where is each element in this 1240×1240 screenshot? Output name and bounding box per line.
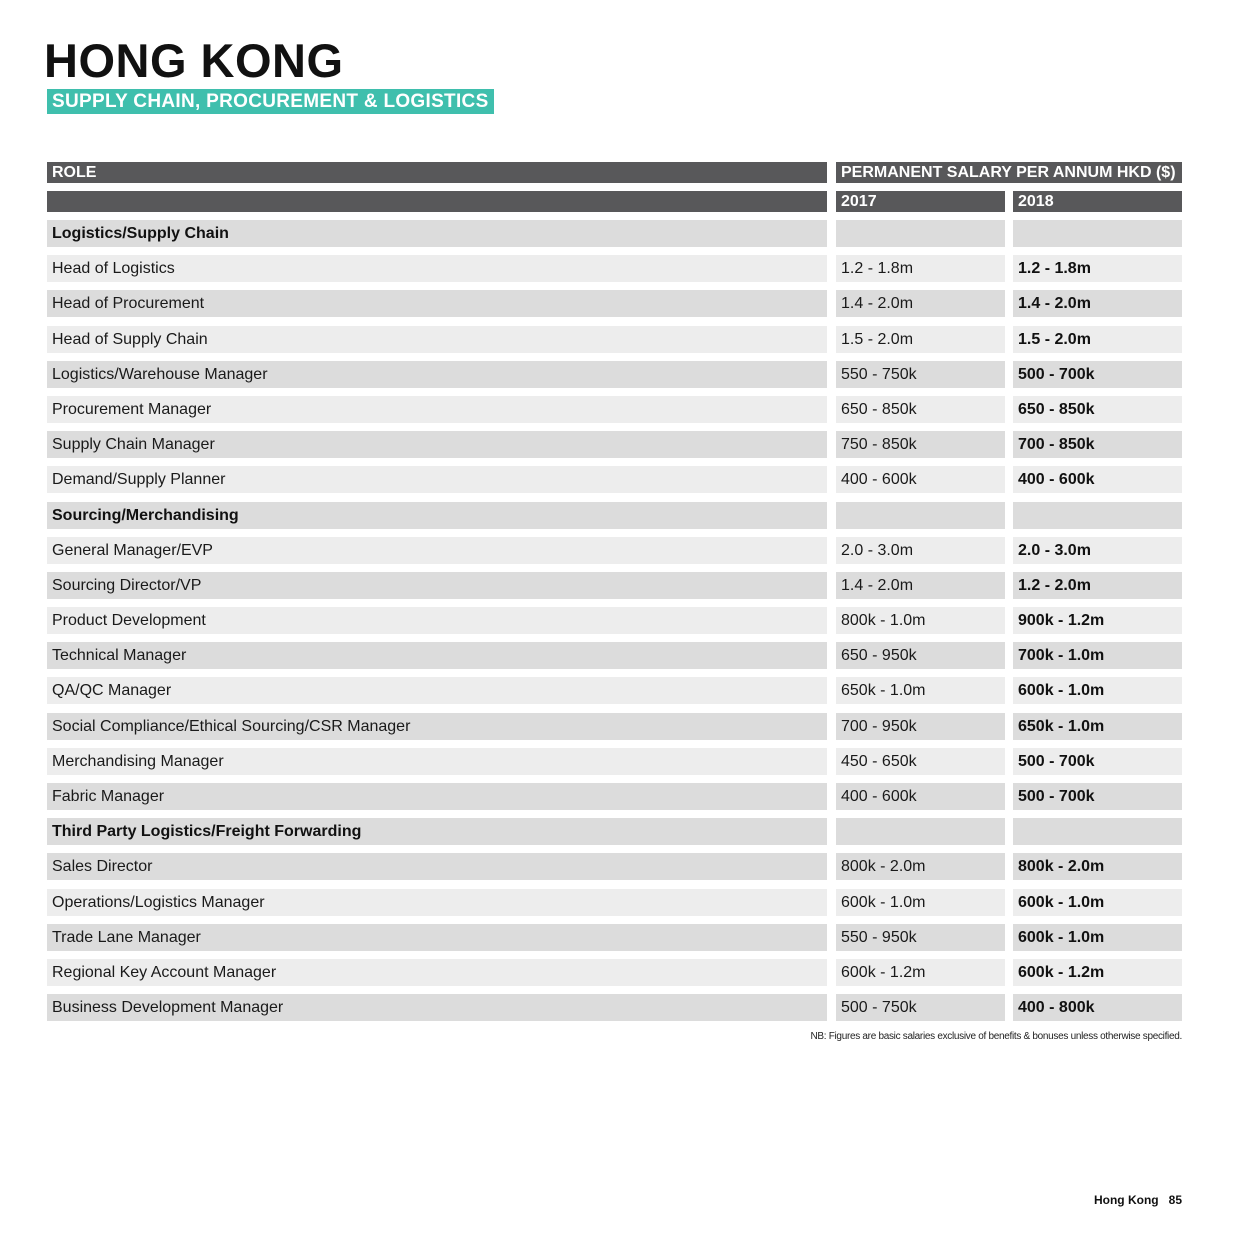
role-cell: Head of Logistics: [47, 255, 827, 282]
salary-2017-cell: 650 - 950k: [836, 642, 1005, 669]
role-cell: Sourcing Director/VP: [47, 572, 827, 599]
role-cell: Demand/Supply Planner: [47, 466, 827, 493]
salary-2018-cell: 1.2 - 2.0m: [1013, 572, 1182, 599]
salary-2018-cell: 600k - 1.2m: [1013, 959, 1182, 986]
table-row: [0, 783, 1240, 818]
table-row: [0, 924, 1240, 959]
salary-2017-cell: 800k - 1.0m: [836, 607, 1005, 634]
salary-2018-cell: 600k - 1.0m: [1013, 889, 1182, 916]
role-cell: QA/QC Manager: [47, 677, 827, 704]
table-section-row: [0, 818, 1240, 853]
table-row: [0, 959, 1240, 994]
salary-2017-cell: 1.4 - 2.0m: [836, 290, 1005, 317]
table-row: [0, 431, 1240, 466]
salary-2017-cell: 600k - 1.2m: [836, 959, 1005, 986]
salary-2018-cell: 500 - 700k: [1013, 748, 1182, 775]
salary-2017-cell: 450 - 650k: [836, 748, 1005, 775]
table-row: [0, 466, 1240, 501]
footnote: NB: Figures are basic salaries exclusive of benefits & bonuses unless otherwise specified.: [810, 1031, 1182, 1042]
salary-2017-cell: [836, 818, 1005, 845]
salary-2018-cell: [1013, 502, 1182, 529]
salary-2017-cell: 2.0 - 3.0m: [836, 537, 1005, 564]
salary-2017-cell: 500 - 750k: [836, 994, 1005, 1021]
role-cell: General Manager/EVP: [47, 537, 827, 564]
table-row: [0, 396, 1240, 431]
footer-section-label: Hong Kong: [1093, 1193, 1159, 1207]
role-cell: Logistics/Supply Chain: [47, 220, 827, 247]
salary-2018-cell: 600k - 1.0m: [1013, 924, 1182, 951]
table-row: [0, 607, 1240, 642]
salary-2018-cell: 700 - 850k: [1013, 431, 1182, 458]
salary-2018-cell: 800k - 2.0m: [1013, 853, 1182, 880]
table-row: [0, 255, 1240, 290]
table-section-row: [0, 220, 1240, 255]
table-row: [0, 889, 1240, 924]
role-cell: Sourcing/Merchandising: [47, 502, 827, 529]
table-row: [0, 748, 1240, 783]
role-cell: Fabric Manager: [47, 783, 827, 810]
role-subheader-blank: [47, 191, 827, 212]
table-row: [0, 361, 1240, 396]
salary-2018-cell: 1.2 - 1.8m: [1013, 255, 1182, 282]
page-number: 85: [1168, 1193, 1182, 1207]
table-row: [0, 994, 1240, 1029]
salary-2018-cell: 1.4 - 2.0m: [1013, 290, 1182, 317]
role-cell: Trade Lane Manager: [47, 924, 827, 951]
salary-2018-cell: 650k - 1.0m: [1013, 713, 1182, 740]
table-row: [0, 713, 1240, 748]
salary-2018-cell: 650 - 850k: [1013, 396, 1182, 423]
salary-2017-cell: 1.2 - 1.8m: [836, 255, 1005, 282]
role-cell: Regional Key Account Manager: [47, 959, 827, 986]
salary-2018-cell: [1013, 818, 1182, 845]
salary-2017-cell: [836, 502, 1005, 529]
salary-2018-cell: [1013, 220, 1182, 247]
salary-2018-cell: 500 - 700k: [1013, 783, 1182, 810]
role-cell: Supply Chain Manager: [47, 431, 827, 458]
table-row: [0, 677, 1240, 712]
salary-2017-cell: 600k - 1.0m: [836, 889, 1005, 916]
salary-2018-cell: 900k - 1.2m: [1013, 607, 1182, 634]
salary-2017-cell: 400 - 600k: [836, 783, 1005, 810]
salary-2017-cell: 800k - 2.0m: [836, 853, 1005, 880]
role-cell: Third Party Logistics/Freight Forwarding: [47, 818, 827, 845]
year-2018-header: 2018: [1013, 191, 1182, 212]
table-row: [0, 853, 1240, 888]
salary-2017-cell: 400 - 600k: [836, 466, 1005, 493]
table-row: [0, 572, 1240, 607]
salary-2017-cell: 1.5 - 2.0m: [836, 326, 1005, 353]
role-column-header: ROLE: [47, 162, 827, 183]
salary-2018-cell: 1.5 - 2.0m: [1013, 326, 1182, 353]
table-row: [0, 642, 1240, 677]
salary-2018-cell: 700k - 1.0m: [1013, 642, 1182, 669]
role-cell: Head of Supply Chain: [47, 326, 827, 353]
salary-2017-cell: 650k - 1.0m: [836, 677, 1005, 704]
salary-2017-cell: 1.4 - 2.0m: [836, 572, 1005, 599]
salary-column-header: PERMANENT SALARY PER ANNUM HKD ($): [836, 162, 1182, 183]
table-section-row: [0, 502, 1240, 537]
page-footer: [1094, 1193, 1182, 1207]
salary-2018-cell: 600k - 1.0m: [1013, 677, 1182, 704]
salary-2017-cell: 650 - 850k: [836, 396, 1005, 423]
page-subtitle: SUPPLY CHAIN, PROCUREMENT & LOGISTICS: [47, 89, 494, 114]
role-cell: Social Compliance/Ethical Sourcing/CSR Manager: [47, 713, 827, 740]
table-row: [0, 537, 1240, 572]
role-cell: Product Development: [47, 607, 827, 634]
role-cell: Operations/Logistics Manager: [47, 889, 827, 916]
salary-2018-cell: 400 - 800k: [1013, 994, 1182, 1021]
role-cell: Sales Director: [47, 853, 827, 880]
salary-2018-cell: 2.0 - 3.0m: [1013, 537, 1182, 564]
role-cell: Head of Procurement: [47, 290, 827, 317]
role-cell: Merchandising Manager: [47, 748, 827, 775]
page-title: HONG KONG: [44, 34, 344, 87]
role-cell: Logistics/Warehouse Manager: [47, 361, 827, 388]
role-cell: Technical Manager: [47, 642, 827, 669]
salary-2018-cell: 400 - 600k: [1013, 466, 1182, 493]
table-row: [0, 290, 1240, 325]
salary-2017-cell: 550 - 950k: [836, 924, 1005, 951]
salary-2017-cell: [836, 220, 1005, 247]
role-cell: Business Development Manager: [47, 994, 827, 1021]
year-2017-header: 2017: [836, 191, 1005, 212]
salary-table-body: [0, 220, 1240, 1029]
table-row: [0, 326, 1240, 361]
salary-2018-cell: 500 - 700k: [1013, 361, 1182, 388]
role-cell: Procurement Manager: [47, 396, 827, 423]
salary-2017-cell: 550 - 750k: [836, 361, 1005, 388]
salary-2017-cell: 750 - 850k: [836, 431, 1005, 458]
salary-2017-cell: 700 - 950k: [836, 713, 1005, 740]
